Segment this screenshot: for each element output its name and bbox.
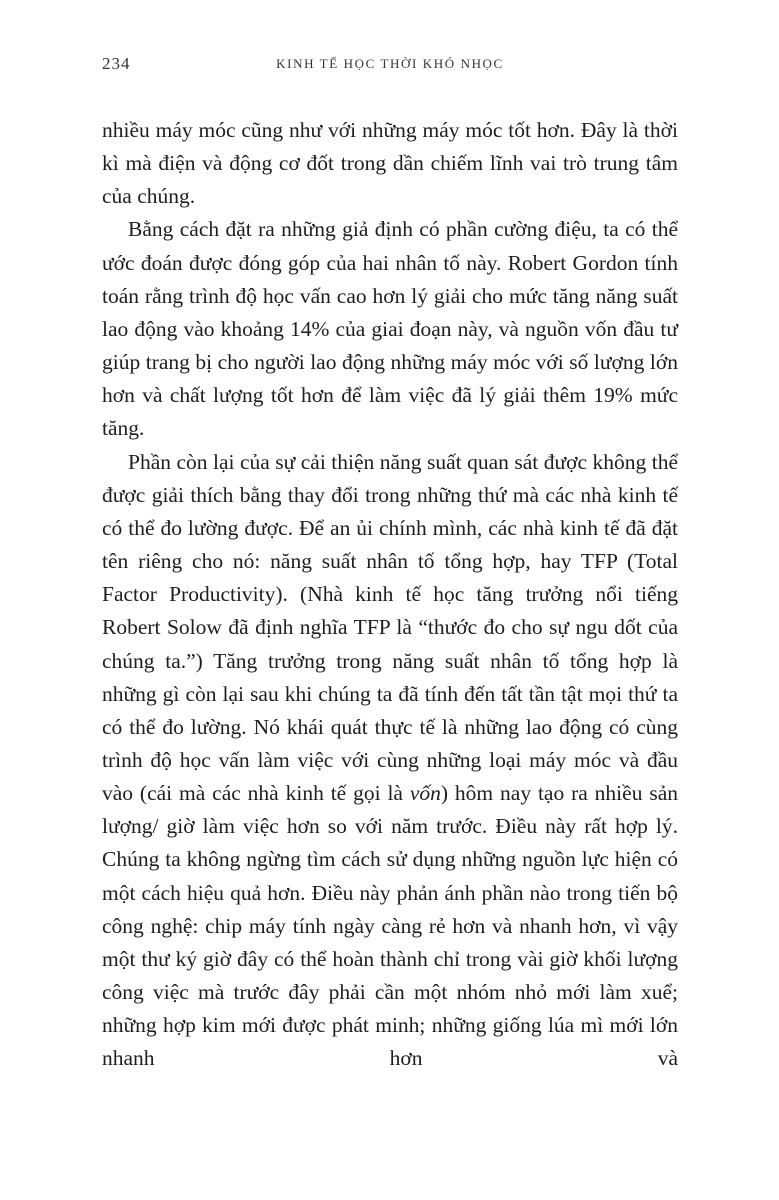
page-number: 234	[102, 54, 131, 73]
italic-term: vốn	[409, 781, 441, 806]
book-title: KINH TẾ HỌC THỜI KHÓ NHỌC	[276, 56, 504, 71]
paragraph-3-text-end: ) hôm nay tạo ra nhiều sản lượng/ giờ làm việc hơn so với năm trước. Điều này rất hợp lý. Chúng ta không ngừng tìm cách sử dụng những nguồn lực hiện có một cách hiệu quả hơn. Điều này phản ánh phần nào trong tiến bộ công nghệ: chip máy tính ngày càng rẻ hơn và nhanh hơn, vì vậy một thư ký giờ đây có thể hoàn thành chỉ trong vài giờ khối lượng công việc mà trước đây phải cần một nhóm nhỏ mới làm xuể; những hợp kim mới được phát minh; những giống lúa mì mới lớn nhanh hơn và	[102, 781, 678, 1071]
paragraph-3	[102, 446, 678, 1076]
paragraph-1: nhiều máy móc cũng như với những máy móc tốt hơn. Đây là thời kì mà điện và động cơ đốt trong dần chiếm lĩnh vai trò trung tâm của chúng.	[102, 118, 678, 209]
body-text	[102, 114, 678, 1076]
paragraph-2: Bằng cách đặt ra những giả định có phần cường điệu, ta có thể ước đoán được đóng góp của hai nhân tố này. Robert Gordon tính toán rằng trình độ học vấn cao hơn lý giải cho mức tăng năng suất lao động vào khoảng 14% của giai đoạn này, và nguồn vốn đầu tư giúp trang bị cho người lao động những máy móc với số lượng lớn hơn và chất lượng tốt hơn để làm việc đã lý giải thêm 19% mức tăng.	[102, 217, 678, 441]
running-header	[102, 54, 678, 78]
paragraph-3-text-start: Phần còn lại của sự cải thiện năng suất quan sát được không thể được giải thích bằng thay đổi trong những thứ mà các nhà kinh tế có thể đo lường được. Để an ủi chính mình, các nhà kinh tế đã đặt tên riêng cho nó: năng suất nhân tố tổng hợp, hay TFP (Total Factor Productivity). (Nhà kinh tế học tăng trưởng nổi tiếng Robert Solow đã định nghĩa TFP là “thước đo cho sự ngu dốt của chúng ta.”) Tăng trưởng trong năng suất nhân tố tổng hợp là những gì còn lại sau khi chúng ta đã tính đến tất tần tật mọi thứ ta có thể đo lường. Nó khái quát thực tế là những lao động có cùng trình độ học vấn làm việc với cùng những loại máy móc và đầu vào (cái mà các nhà kinh tế gọi là	[102, 449, 678, 806]
